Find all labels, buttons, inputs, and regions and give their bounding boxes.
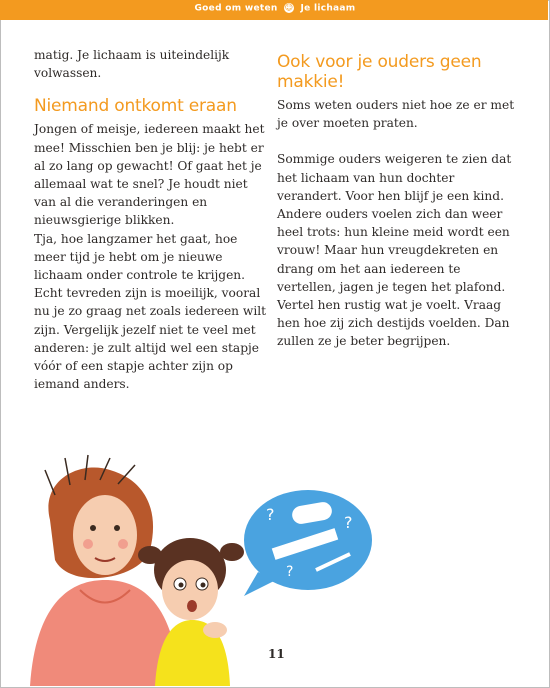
page-number: 11 [268,647,285,661]
right-column [277,46,517,351]
section-label: Goed om weten [194,3,278,14]
thought-bubble [236,484,376,602]
svg-text:?: ? [344,513,353,532]
left-column [34,46,266,393]
paragraph: Sommige ouders weigeren te zien dat het lichaam van hun dochter verandert. Voor hen blijf je een kind. Andere ouders voelen zich dan weer heel trots: hun kleine meid wordt een vrouw! Maar hun vreugdekreten en drang om het aan iedereen te vertellen, jagen je tegen het plafond. Vertel hen rustig wat je voelt. Vraag hen hoe zij zich destijds voelden. Dan zullen ze je beter begrijpen. [277,152,512,349]
chapter-header [0,3,550,14]
svg-text:?: ? [266,505,275,524]
paragraph: Tja, hoe langzamer het gaat, hoe meer tijd je hebt om je nieuwe lichaam onder controle te krijgen. Echt tevreden zijn is moeilijk, vooral nu je zo graag net zoals iedereen wilt zijn. Vergelijk jezelf niet te veel met anderen: je zult altijd wel een stapje vóór of een stapje achter zijn op iemand anders. [34,231,267,392]
intro-paragraph: matig. Je lichaam is uiteindelijk volwassen. [34,48,230,81]
section-heading-niemand: Niemand ontkomt eraan [34,96,237,117]
chapter-label: Je lichaam [300,3,356,14]
paragraph: Jongen of meisje, iedereen maakt het mee! Misschien ben je blij: je hebt er al zo lang op gewacht! Of gaat het je allemaal wat te snel? Je houdt niet van al die veranderingen en nieuwsgierige blikken. [34,122,265,228]
paragraph: Soms weten ouders niet hoe ze er met je over moeten praten. [277,98,515,131]
section-heading-ouders: Ook voor je ouders geen makkie! [277,52,482,92]
svg-text:?: ? [286,564,294,580]
smiley-icon: ☺ [284,3,294,12]
